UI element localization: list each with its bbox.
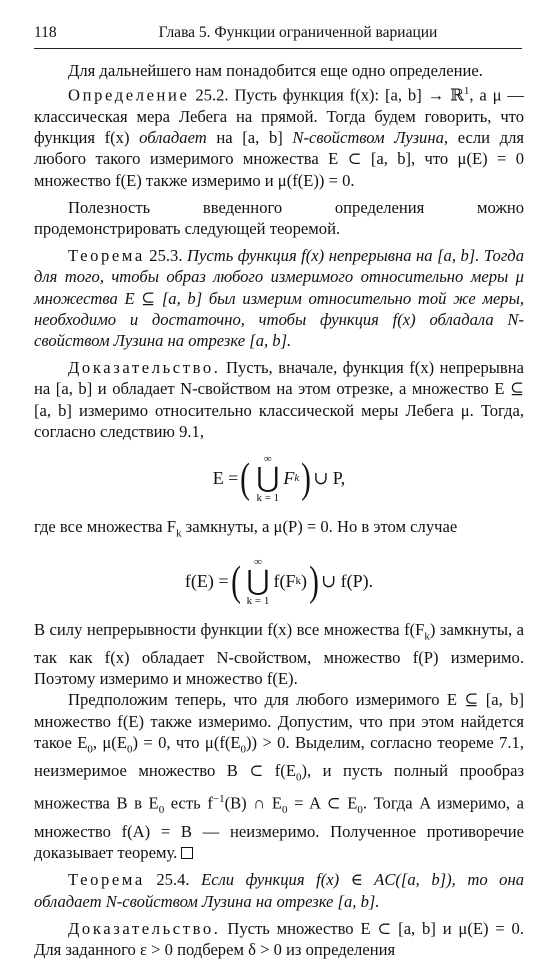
- page-number: 118: [34, 24, 57, 41]
- paragraph-intro: Для дальнейшего нам понадобится еще одно определение.: [68, 61, 483, 80]
- proof-25-3: Доказательство. Пусть, вначале, функция f(x) непрерывна на [a, b] и обладает N-свойством на этом отрезке, а множество E ⊆ [a, b] измеримо относительно классической меры Лебега μ. Тогда, согласно следствию 9.1,: [34, 358, 524, 441]
- page-body: [34, 60, 524, 960]
- theorem-label: Теорема: [68, 870, 145, 890]
- union-operator: ∞ ⋃ k = 1: [256, 452, 280, 504]
- running-head: Глава 5. Функции ограниченной вариации: [158, 24, 438, 41]
- proof-label: Доказательство.: [68, 918, 221, 938]
- theorem-label: Теорема: [68, 246, 145, 266]
- definition-term: N-свойством Лузина: [292, 128, 444, 148]
- definition-label: Определение: [68, 85, 190, 105]
- theorem-25-4: Теорема 25.4. Если функция f(x) ∈ AC([a, b]), то она обладает N-свойством Лузина на отрезке [a, b].: [34, 870, 524, 911]
- theorem-statement: Пусть функция f(x) непрерывна на [a, b]. Тогда для того, чтобы образ любого измеримого относительно меры μ множества E ⊆ [a, b] был измерим относительно той же меры, необходимо и достаточно, чтобы функция f(x) обладала N-свойством Лузина на отрезке [a, b].: [34, 246, 524, 350]
- page-header: [34, 22, 522, 49]
- definition-map: f(x): [a, b] → ℝ: [349, 85, 464, 105]
- paragraph-usefulness: Полезность введенного определения можно продемонстрировать следующей теоремой.: [34, 197, 524, 238]
- theorem-25-3: Теорема 25.3. Пусть функция f(x) непрерывна на [a, b]. Тогда для того, чтобы образ любого измеримого относительно меры μ множества E ⊆ [a, b] был измерим относительно той же меры, необходимо и достаточно, чтобы функция f(x) обладала N-свойством Лузина на отрезке [a, b].: [34, 246, 524, 350]
- paragraph-continuity: В силу непрерывности функции f(x) все множества $f(F_k)$ замкнуты, а так как f(x) обладает N-свойством, множество f(P) измеримо. Поэтому измеримо и множество f(E).: [34, 619, 524, 689]
- qed-square-icon: [181, 847, 193, 859]
- equation-2: f(E) = ( ∞ ⋃ k = 1 f(F k ) ) ∪ f(P).: [184, 555, 374, 607]
- proof-25-4: Доказательство. Пусть множество E ⊂ [a, b] и μ(E) = 0. Для заданного ε > 0 подберем δ > 0 из определения: [34, 918, 524, 959]
- union-operator: ∞ ⋃ k = 1: [246, 555, 270, 607]
- paragraph-closed-sets: где все множества $F_k$ замкнуты, а μ(P) = 0. Но в этом случае: [34, 516, 458, 540]
- equation-1: E = ( ∞ ⋃ k = 1 F k ) ∪ P,: [212, 452, 346, 504]
- paragraph-converse: Предположим теперь, что для любого измеримого E ⊆ [a, b] множество f(E) также измеримо. Допустим, что при этом найдется такое $E_0$, $\mu(E_0) = 0$, что $\mu(f(E_0)) > 0$. Выделим, согласно теореме 7.1, неизмеримое множество B ⊂ $f(E_0)$, и пусть полный прообраз множества B в $E_0$ есть $f^{-1}(B)$ ∩ $E_0 = A$ ⊂ $E_0$. Тогда A измеримо, а множество f(A) = B — неизмеримо. Полученное противоречие доказывает теорему.: [34, 690, 525, 863]
- proof-label: Доказательство.: [68, 358, 221, 378]
- theorem-statement: Если функция f(x) ∈ AC([a, b]), то она обладает N-свойством Лузина на отрезке [a, b].: [34, 870, 524, 911]
- definition-25-2: Определение 25.2. Пусть функция f(x): [a, b] → ℝ$^1$, а μ — классическая мера Лебега на прямой. Тогда будем говорить, что функция f(x) обладает на [a, b] N-свойством Лузина, если для любого такого измеримого множества E ⊂ [a, b], что μ(E) = 0 множество f(E) также измеримо и μ(f(E)) = 0.: [34, 85, 525, 190]
